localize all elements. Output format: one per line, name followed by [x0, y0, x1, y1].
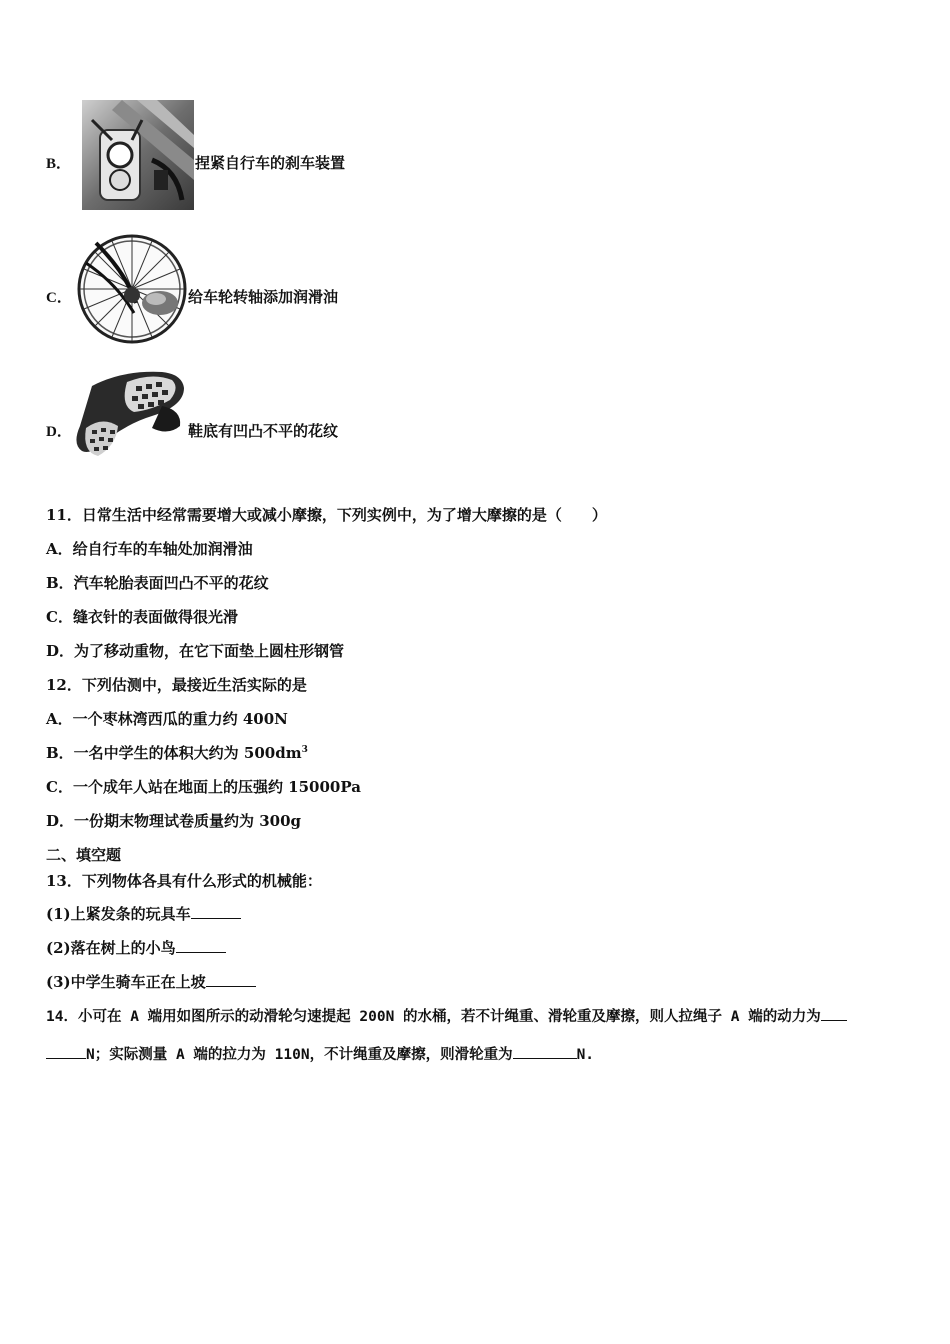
- q12-option-c: C．一个成年人站在地面上的压强约 15000Pa: [46, 778, 361, 796]
- shoe-sole-photo-icon: [72, 366, 188, 466]
- answer-blank[interactable]: [513, 1044, 577, 1059]
- q14-line-2-end: N.: [576, 1047, 595, 1063]
- q13-item-1-text: (1)上紧发条的玩具车: [46, 905, 191, 923]
- q14-line-2-text: N；实际测量 A 端的拉力为 110N，不计绳重及摩擦，则滑轮重为: [86, 1047, 513, 1063]
- q12-option-a: A．一个枣林湾西瓜的重力约 400N: [46, 710, 288, 728]
- q12-option-b-superscript: 3: [301, 745, 308, 755]
- q12-option-d: D．一份期末物理试卷质量约为 300g: [46, 812, 302, 830]
- q11-option-d: D．为了移动重物，在它下面垫上圆柱形钢管: [46, 642, 345, 660]
- answer-blank[interactable]: [821, 1006, 847, 1021]
- q13-item-3-text: (3)中学生骑车正在上坡: [46, 973, 206, 991]
- answer-blank[interactable]: [176, 938, 226, 953]
- bicycle-brake-photo-icon: [82, 100, 194, 210]
- option-b-label: B．: [46, 156, 72, 172]
- bicycle-wheel-photo-icon: [76, 233, 188, 345]
- q11-option-c: C．缝衣针的表面做得很光滑: [46, 608, 238, 626]
- q11-option-b: B．汽车轮胎表面凹凸不平的花纹: [46, 574, 269, 592]
- option-b-text: 捏紧自行车的刹车装置: [195, 154, 346, 172]
- option-d-label: D．: [46, 424, 72, 440]
- q12-stem: 12．下列估测中，最接近生活实际的是: [46, 676, 307, 694]
- option-c-label: C．: [46, 290, 72, 306]
- answer-blank[interactable]: [46, 1044, 86, 1059]
- q12-option-b-text: B．一名中学生的体积大约为 500dm: [46, 744, 302, 762]
- q13-item-2: [46, 937, 226, 958]
- section-heading: 二、填空题: [46, 846, 122, 864]
- q12-option-b: [46, 742, 308, 763]
- option-d-text: 鞋底有凹凸不平的花纹: [188, 422, 339, 440]
- answer-blank[interactable]: [191, 904, 241, 919]
- option-c-text: 给车轮转轴添加润滑油: [188, 288, 339, 306]
- q13-item-2-text: (2)落在树上的小鸟: [46, 939, 176, 957]
- q14-line-1-text: 14．小可在 A 端用如图所示的动滑轮匀速提起 200N 的水桶，若不计绳重、滑轮重及摩擦，则人拉绳子 A 端的动力为: [46, 1009, 821, 1025]
- q13-item-3: [46, 971, 256, 992]
- q14-line-2: [46, 1043, 594, 1064]
- q14-line-1: [46, 1005, 847, 1026]
- answer-blank[interactable]: [206, 972, 256, 987]
- q13-stem: 13．下列物体各具有什么形式的机械能：: [46, 872, 322, 890]
- q13-item-1: [46, 903, 241, 924]
- q11-stem: 11．日常生活中经常需要增大或减小摩擦，下列实例中，为了增大摩擦的是（ ）: [46, 506, 607, 524]
- q11-option-a: A．给自行车的车轴处加润滑油: [46, 540, 253, 558]
